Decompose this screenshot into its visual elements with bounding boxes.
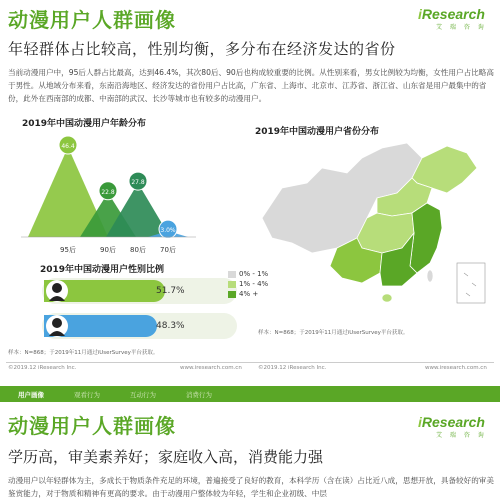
footer-divider: [6, 362, 494, 363]
age-value-label-2: 27.8: [131, 179, 145, 187]
map-title: 2019年中国动漫用户省份分布: [255, 127, 380, 137]
age-category-label-3: 70后: [160, 246, 176, 254]
gender-pct-0: 51.7%: [156, 286, 185, 296]
legend-swatch-0: [228, 271, 236, 278]
female-avatar-icon: [46, 280, 68, 302]
map-region-east-coast: [410, 203, 442, 273]
legend-label-2: 4% +: [239, 290, 259, 298]
tab-3[interactable]: 消费行为: [186, 390, 212, 399]
map-region-taiwan: [427, 270, 433, 282]
tab-0[interactable]: 用户画像: [18, 390, 44, 399]
section2-body-text: 动漫用户以年轻群体为主，多成长于物质条件充足的环境，普遍接受了良好的教育，本科学历（含在读）占比近八成，思想开放，具备较好的审美鉴赏能力，对于物质和精神有更高的要求。由于动漫用户整体较为年轻，学生和企业初级、中层: [8, 476, 494, 498]
age-chart-title: 2019年中国动漫用户年龄分布: [22, 119, 147, 129]
legend-item-0: [228, 270, 268, 278]
page-subtitle: 年轻群体占比较高，性别均衡，多分布在经济发达的省份: [8, 40, 396, 58]
map-inset-south-sea: [457, 263, 485, 303]
age-category-label-1: 90后: [100, 246, 116, 254]
section2-subtitle: 学历高，审美素养好；家庭收入高，消费能力强: [8, 448, 324, 466]
legend-swatch-2: [228, 291, 236, 298]
age-category-label-2: 80后: [130, 246, 146, 254]
logo-subtext-2: 艾 瑞 咨 询: [436, 432, 487, 439]
map-region-hainan: [382, 294, 392, 302]
logo-text: Research: [421, 6, 485, 22]
map-legend: [228, 270, 268, 300]
page-title: 动漫用户人群画像: [8, 8, 176, 32]
iresearch-logo: iResearch 艾 瑞 咨 询: [418, 6, 487, 31]
gender-chart-title: 2019年中国动漫用户性别比例: [40, 265, 165, 275]
logo-subtext: 艾 瑞 咨 询: [436, 24, 487, 31]
legend-swatch-1: [228, 281, 236, 288]
age-value-label-3: 3.0%: [160, 227, 176, 235]
footer-copyright-right: ©2019.12 iResearch Inc.: [258, 365, 327, 371]
footer-copyright-left: ©2019.12 iResearch Inc.: [8, 365, 77, 371]
section2-title: 动漫用户人群画像: [8, 414, 176, 438]
age-chart: [6, 112, 206, 262]
gender-pct-1: 48.3%: [156, 321, 185, 331]
china-province-map: [252, 138, 492, 313]
tab-1[interactable]: 观看行为: [74, 390, 100, 399]
note-left: 样本：N=868；于2019年11月通过iUserSurvey平台获取。: [8, 350, 159, 356]
age-value-label-0: 46.4: [61, 142, 75, 150]
map-inset-islands: [464, 273, 476, 296]
legend-label-0: 0% - 1%: [239, 270, 269, 278]
footer-url-left: www.iresearch.com.cn: [180, 365, 242, 371]
age-category-label-0: 95后: [60, 246, 76, 254]
page-body-text: 当前动漫用户中，95后人群占比最高，达到46.4%，其次80后、90后也构成较重要的比例。从性别来看，男女比例较为均衡，女性用户占比略高于男性。从地域分布来看，东南沿海地区、经济发达的省份用户占比高，广东省、上海市、北京市、江苏省、浙江省、山东省是用户最集中的省份，此外在西南部的成都、中南部的武汉、长沙等城市也有较多的动漫用户。: [8, 68, 494, 103]
legend-item-2: [228, 290, 268, 298]
legend-item-1: [228, 280, 268, 288]
age-value-label-1: 22.8: [101, 188, 115, 196]
section-tab-bar: [0, 386, 500, 402]
iresearch-logo-2: iResearch 艾 瑞 咨 询: [418, 414, 487, 439]
note-right: 样本：N=868；于2019年11月通过iUserSurvey平台获取。: [258, 330, 409, 336]
tab-2[interactable]: 互动行为: [130, 390, 156, 399]
footer-url-right: www.iresearch.com.cn: [425, 365, 487, 371]
legend-label-1: 1% - 4%: [239, 280, 269, 288]
logo-text-2: Research: [421, 414, 485, 430]
male-avatar-icon: [46, 315, 68, 337]
